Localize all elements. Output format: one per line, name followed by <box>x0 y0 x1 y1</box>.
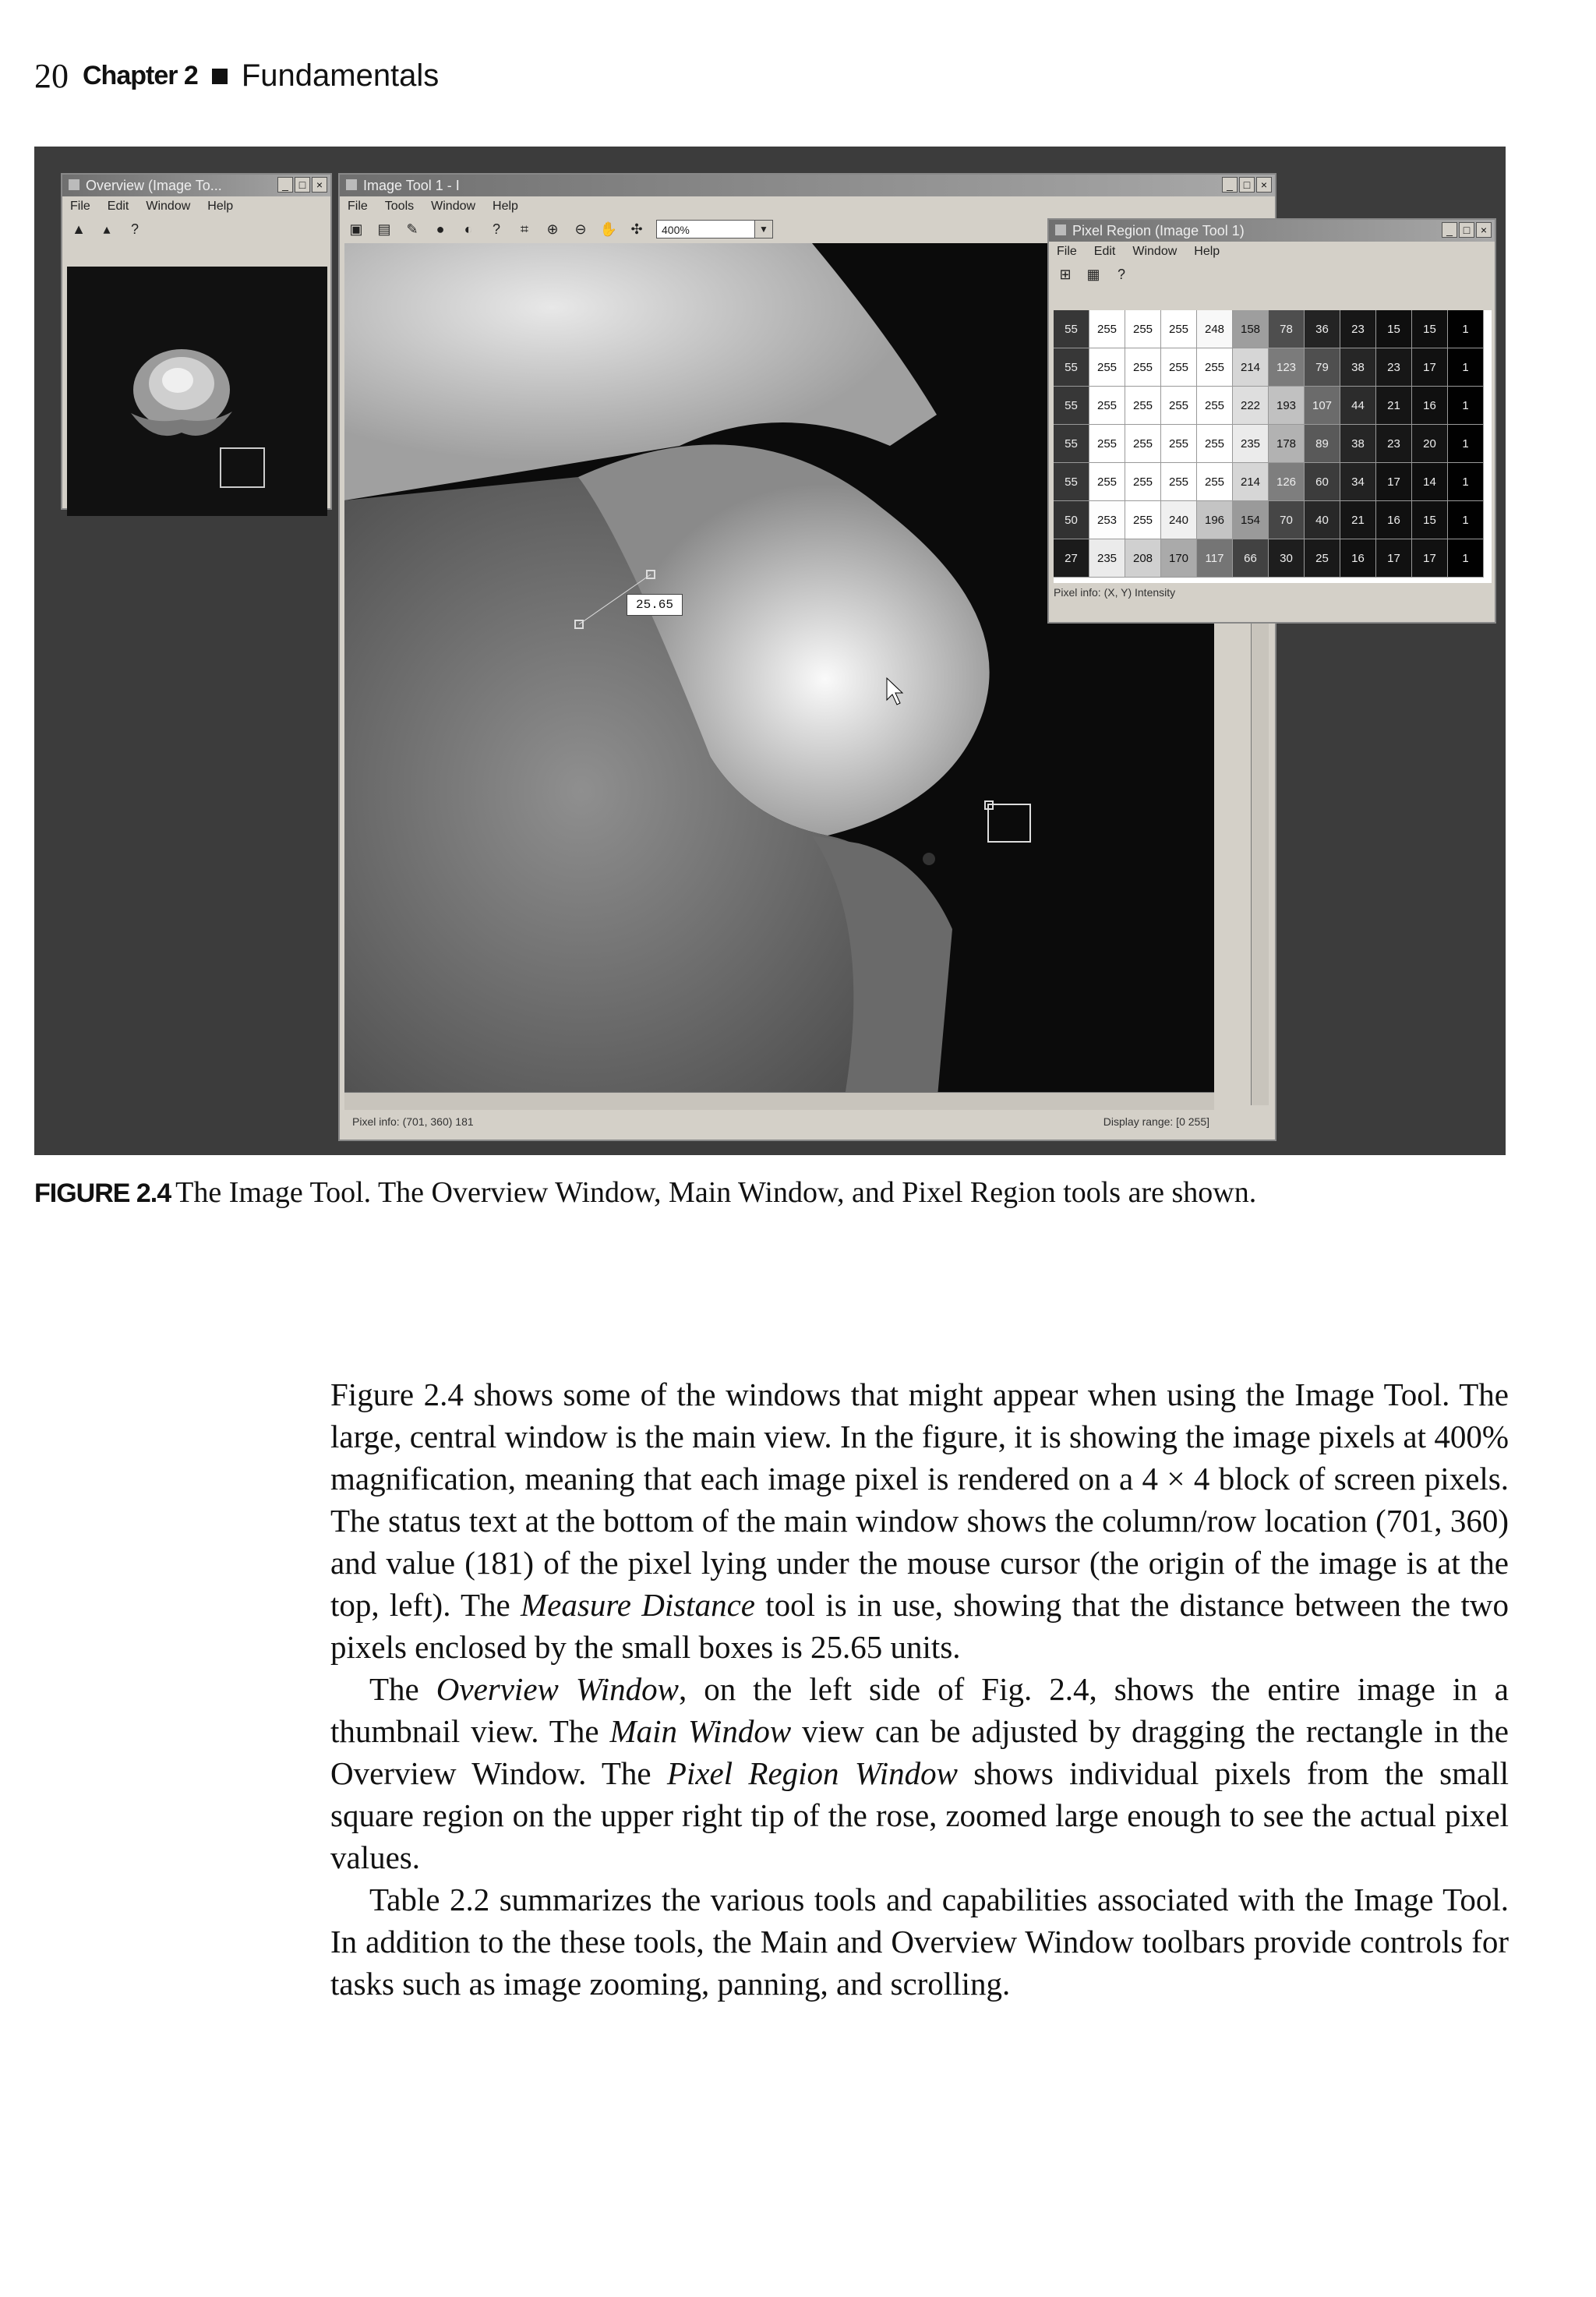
rose-thumbnail-image <box>115 327 248 460</box>
pixel-cell: 30 <box>1269 539 1305 578</box>
pixel-cell: 55 <box>1054 348 1089 387</box>
pixel-cell: 255 <box>1161 463 1197 501</box>
body-text <box>330 1373 1509 2005</box>
pixel-cell: 23 <box>1376 425 1412 463</box>
overview-thumbnail[interactable] <box>67 267 327 516</box>
pixel-row <box>1054 387 1492 425</box>
pixel-cell: 34 <box>1340 463 1376 501</box>
pixel-cell: 38 <box>1340 425 1376 463</box>
pixel-cell: 16 <box>1340 539 1376 578</box>
pixel-cell: 240 <box>1161 501 1197 539</box>
pixel-cell: 60 <box>1305 463 1340 501</box>
pixel-cell: 222 <box>1233 387 1269 425</box>
menu-file[interactable]: File <box>1057 245 1077 258</box>
distance-measure-label: 25.65 <box>627 594 683 616</box>
pixel-cell: 15 <box>1412 310 1448 348</box>
pixel-cell: 55 <box>1054 463 1089 501</box>
menu-file[interactable]: File <box>348 200 368 213</box>
pixel-cell: 55 <box>1054 425 1089 463</box>
pixel-row <box>1054 501 1492 539</box>
pixel-cell: 79 <box>1305 348 1340 387</box>
pixel-cell: 50 <box>1054 501 1089 539</box>
overview-menubar <box>62 196 330 217</box>
pixel-cell: 78 <box>1269 310 1305 348</box>
pixel-cell: 44 <box>1340 387 1376 425</box>
help-icon[interactable]: ? <box>1117 266 1125 282</box>
pixel-cell: 16 <box>1376 501 1412 539</box>
menu-window[interactable]: Window <box>1132 245 1178 258</box>
pixel-cell: 126 <box>1269 463 1305 501</box>
pixel-cell: 255 <box>1089 387 1125 425</box>
overview-title: Overview (Image To... <box>86 178 222 193</box>
pixel-cell: 255 <box>1125 425 1161 463</box>
figure-label: FIGURE 2.4 <box>34 1179 171 1208</box>
pixel-cell: 208 <box>1125 539 1161 578</box>
zoom-in-icon[interactable]: ⊕ <box>546 221 559 237</box>
pixel-cell: 1 <box>1448 501 1484 539</box>
pixel-cell: 255 <box>1125 387 1161 425</box>
pixel-cell: 1 <box>1448 425 1484 463</box>
pixel-cell: 21 <box>1376 387 1412 425</box>
pixel-cell: 253 <box>1089 501 1125 539</box>
pixel-cell: 255 <box>1089 463 1125 501</box>
pixel-cell: 1 <box>1448 387 1484 425</box>
minimize-icon[interactable]: _ <box>1222 177 1238 193</box>
app-icon <box>1055 224 1066 235</box>
pixel-cell: 255 <box>1125 463 1161 501</box>
fit-icon[interactable]: ✣ <box>630 221 643 237</box>
pixel-row <box>1054 348 1492 387</box>
menu-window[interactable]: Window <box>431 200 476 213</box>
pixel-cell: 89 <box>1305 425 1340 463</box>
menu-help[interactable]: Help <box>207 200 234 213</box>
figure-caption <box>34 1175 1554 1210</box>
main-menubar <box>340 196 1275 217</box>
pixel-cell: 196 <box>1197 501 1233 539</box>
pixel-cell: 1 <box>1448 310 1484 348</box>
overview-titlebar[interactable] <box>62 175 330 196</box>
pixel-cell: 178 <box>1269 425 1305 463</box>
pixel-cell: 255 <box>1161 425 1197 463</box>
pixel-cell: 214 <box>1233 348 1269 387</box>
pixel-cell: 255 <box>1161 348 1197 387</box>
pixel-cell: 36 <box>1305 310 1340 348</box>
pixel-cell: 27 <box>1054 539 1089 578</box>
zoom-out-icon[interactable]: ▲ <box>72 221 86 237</box>
pixel-cell: 14 <box>1412 463 1448 501</box>
main-titlebar[interactable] <box>340 175 1275 196</box>
overview-selection-rectangle[interactable] <box>220 447 265 488</box>
overview-icon[interactable]: ▤ <box>377 221 391 237</box>
pixel-cell: 25 <box>1305 539 1340 578</box>
pixel-cell: 1 <box>1448 539 1484 578</box>
pixel-cell: 235 <box>1089 539 1125 578</box>
pixel-row <box>1054 425 1492 463</box>
pixel-cell: 255 <box>1125 348 1161 387</box>
minimize-icon[interactable]: _ <box>1442 222 1457 238</box>
zoom-out-icon[interactable]: ⊖ <box>574 221 587 237</box>
pixel-cell: 255 <box>1197 463 1233 501</box>
app-icon <box>346 179 357 190</box>
pan-hand-icon[interactable]: ✋ <box>599 221 618 237</box>
magnification-select[interactable] <box>656 220 773 239</box>
close-icon[interactable]: × <box>312 177 327 193</box>
pixel-cell: 17 <box>1376 539 1412 578</box>
running-head <box>34 56 439 96</box>
chevron-down-icon[interactable]: ▼ <box>754 221 772 238</box>
pixel-cell: 70 <box>1269 501 1305 539</box>
paragraph-3: Table 2.2 summarizes the various tools and capabilities associated with the Image Tool. In addition to the these tools, the Main and Overview Window toolbars provide controls for tasks such as image zooming, panning, and scrolling. <box>330 1882 1509 2002</box>
menu-tools[interactable]: Tools <box>384 200 415 213</box>
pixel-cell: 117 <box>1197 539 1233 578</box>
section-title: Fundamentals <box>241 58 440 93</box>
close-icon[interactable]: × <box>1256 177 1272 193</box>
pixel-cell: 23 <box>1340 310 1376 348</box>
pixel-cell: 255 <box>1197 425 1233 463</box>
display-range-status: Display range: [0 255] <box>1103 1115 1209 1128</box>
app-icon <box>69 179 79 190</box>
adjust-contrast-icon[interactable]: ◐ <box>464 221 473 237</box>
pixel-cell: 255 <box>1161 310 1197 348</box>
pixel-cell: 255 <box>1197 348 1233 387</box>
magnification-value: 400% <box>662 224 690 236</box>
menu-window[interactable]: Window <box>146 200 191 213</box>
pixel-region-toolbar <box>1049 262 1495 287</box>
pixel-cell: 107 <box>1305 387 1340 425</box>
new-figure-icon[interactable]: ▣ <box>349 221 363 237</box>
maximize-icon[interactable]: □ <box>1459 222 1474 238</box>
pixel-info-status: Pixel info: (701, 360) 181 <box>352 1115 474 1128</box>
help-icon[interactable]: ? <box>130 221 139 237</box>
pixel-cell: 1 <box>1448 348 1484 387</box>
pixel-cell: 255 <box>1161 387 1197 425</box>
pixel-cell: 66 <box>1233 539 1269 578</box>
pixel-cell: 38 <box>1340 348 1376 387</box>
pixel-cell: 20 <box>1412 425 1448 463</box>
menu-help[interactable]: Help <box>1194 245 1220 258</box>
pixel-cell: 193 <box>1269 387 1305 425</box>
pixel-cell: 15 <box>1376 310 1412 348</box>
pixel-cell: 154 <box>1233 501 1269 539</box>
pixel-row <box>1054 463 1492 501</box>
zoom-in-icon[interactable]: ▴ <box>103 221 111 237</box>
pixel-cell: 1 <box>1448 463 1484 501</box>
pixel-cell: 255 <box>1089 425 1125 463</box>
pixel-cell: 23 <box>1376 348 1412 387</box>
pixel-row <box>1054 310 1492 348</box>
pixel-cell: 255 <box>1125 501 1161 539</box>
pixel-cell: 15 <box>1412 501 1448 539</box>
pixel-row <box>1054 539 1492 578</box>
help-icon[interactable]: ? <box>492 221 500 237</box>
pixel-cell: 255 <box>1089 348 1125 387</box>
pixel-cell: 55 <box>1054 310 1089 348</box>
pixel-cell: 248 <box>1197 310 1233 348</box>
pixel-cell: 158 <box>1233 310 1269 348</box>
crop-icon[interactable]: ⌗ <box>520 221 529 237</box>
chapter-label: Chapter 2 <box>83 61 198 90</box>
pixel-cell: 170 <box>1161 539 1197 578</box>
pixel-cell: 235 <box>1233 425 1269 463</box>
maximize-icon[interactable]: □ <box>1239 177 1255 193</box>
main-horizontal-scrollbar[interactable] <box>344 1092 1214 1110</box>
pixel-cell: 55 <box>1054 387 1089 425</box>
pixel-cell: 214 <box>1233 463 1269 501</box>
pixel-info-icon[interactable]: ✎ <box>406 221 418 237</box>
main-statusbar <box>344 1111 1241 1132</box>
contrast-icon[interactable]: ● <box>436 221 445 237</box>
pixel-cell: 16 <box>1412 387 1448 425</box>
menu-help[interactable]: Help <box>493 200 518 213</box>
menu-edit[interactable]: Edit <box>1093 245 1116 258</box>
caption-text: The Image Tool. The Overview Window, Main Window, and Pixel Region tools are shown. <box>175 1176 1257 1209</box>
close-icon[interactable]: × <box>1476 222 1492 238</box>
pixel-region-window <box>1047 218 1496 624</box>
pixel-region-menubar <box>1049 242 1495 262</box>
minimize-icon[interactable]: _ <box>277 177 293 193</box>
pixel-cell: 17 <box>1412 348 1448 387</box>
separator-square <box>212 69 228 84</box>
page-number: 20 <box>34 57 69 95</box>
pixel-cell: 255 <box>1197 387 1233 425</box>
overview-window <box>61 173 332 510</box>
paragraph-1: Figure 2.4 shows some of the windows that might appear when using the Image Tool. The large, central window is the main view. In the figure, it is showing the image pixels at 400% magnification, meaning that each image pixel is rendered on a 4 × 4 block of screen pixels. The status text at the bottom of the main window shows the column/row location (701, 360) and value (181) of the pixel lying under the mouse cursor (the origin of the image is at the top, left). The Measure Distance tool is in use, showing that the distance between the two pixels enclosed by the small boxes is 25.65 units. <box>330 1376 1509 1665</box>
pixel-region-status: Pixel info: (X, Y) Intensity <box>1054 586 1176 599</box>
pixel-region-titlebar[interactable] <box>1049 220 1495 242</box>
menu-edit[interactable]: Edit <box>107 200 129 213</box>
pixel-values-icon[interactable]: ▦ <box>1086 266 1100 282</box>
pixel-cell: 17 <box>1376 463 1412 501</box>
main-title: Image Tool 1 - I <box>363 178 460 193</box>
pixel-cell: 255 <box>1089 310 1125 348</box>
pixel-cell: 40 <box>1305 501 1340 539</box>
maximize-icon[interactable]: □ <box>295 177 310 193</box>
overview-toolbar <box>62 217 330 242</box>
pixel-cell: 255 <box>1125 310 1161 348</box>
pixel-cell: 21 <box>1340 501 1376 539</box>
pixel-grid-icon[interactable]: ⊞ <box>1059 266 1072 282</box>
pixel-cell: 123 <box>1269 348 1305 387</box>
pixel-cell: 17 <box>1412 539 1448 578</box>
figure-screenshot <box>34 147 1506 1155</box>
pixel-value-grid[interactable] <box>1054 310 1492 583</box>
menu-file[interactable]: File <box>70 200 90 213</box>
pixel-region-title: Pixel Region (Image Tool 1) <box>1072 223 1245 239</box>
paragraph-2: The Overview Window, on the left side of Fig. 2.4, shows the entire image in a thumbnail view. The Main Window view can be adjusted by dragging the rectangle in the Overview Window. The Pixel Region Window shows individual pixels from the small square region on the upper right tip of the rose, zoomed large enough to see the actual pixel values. <box>330 1671 1509 1875</box>
